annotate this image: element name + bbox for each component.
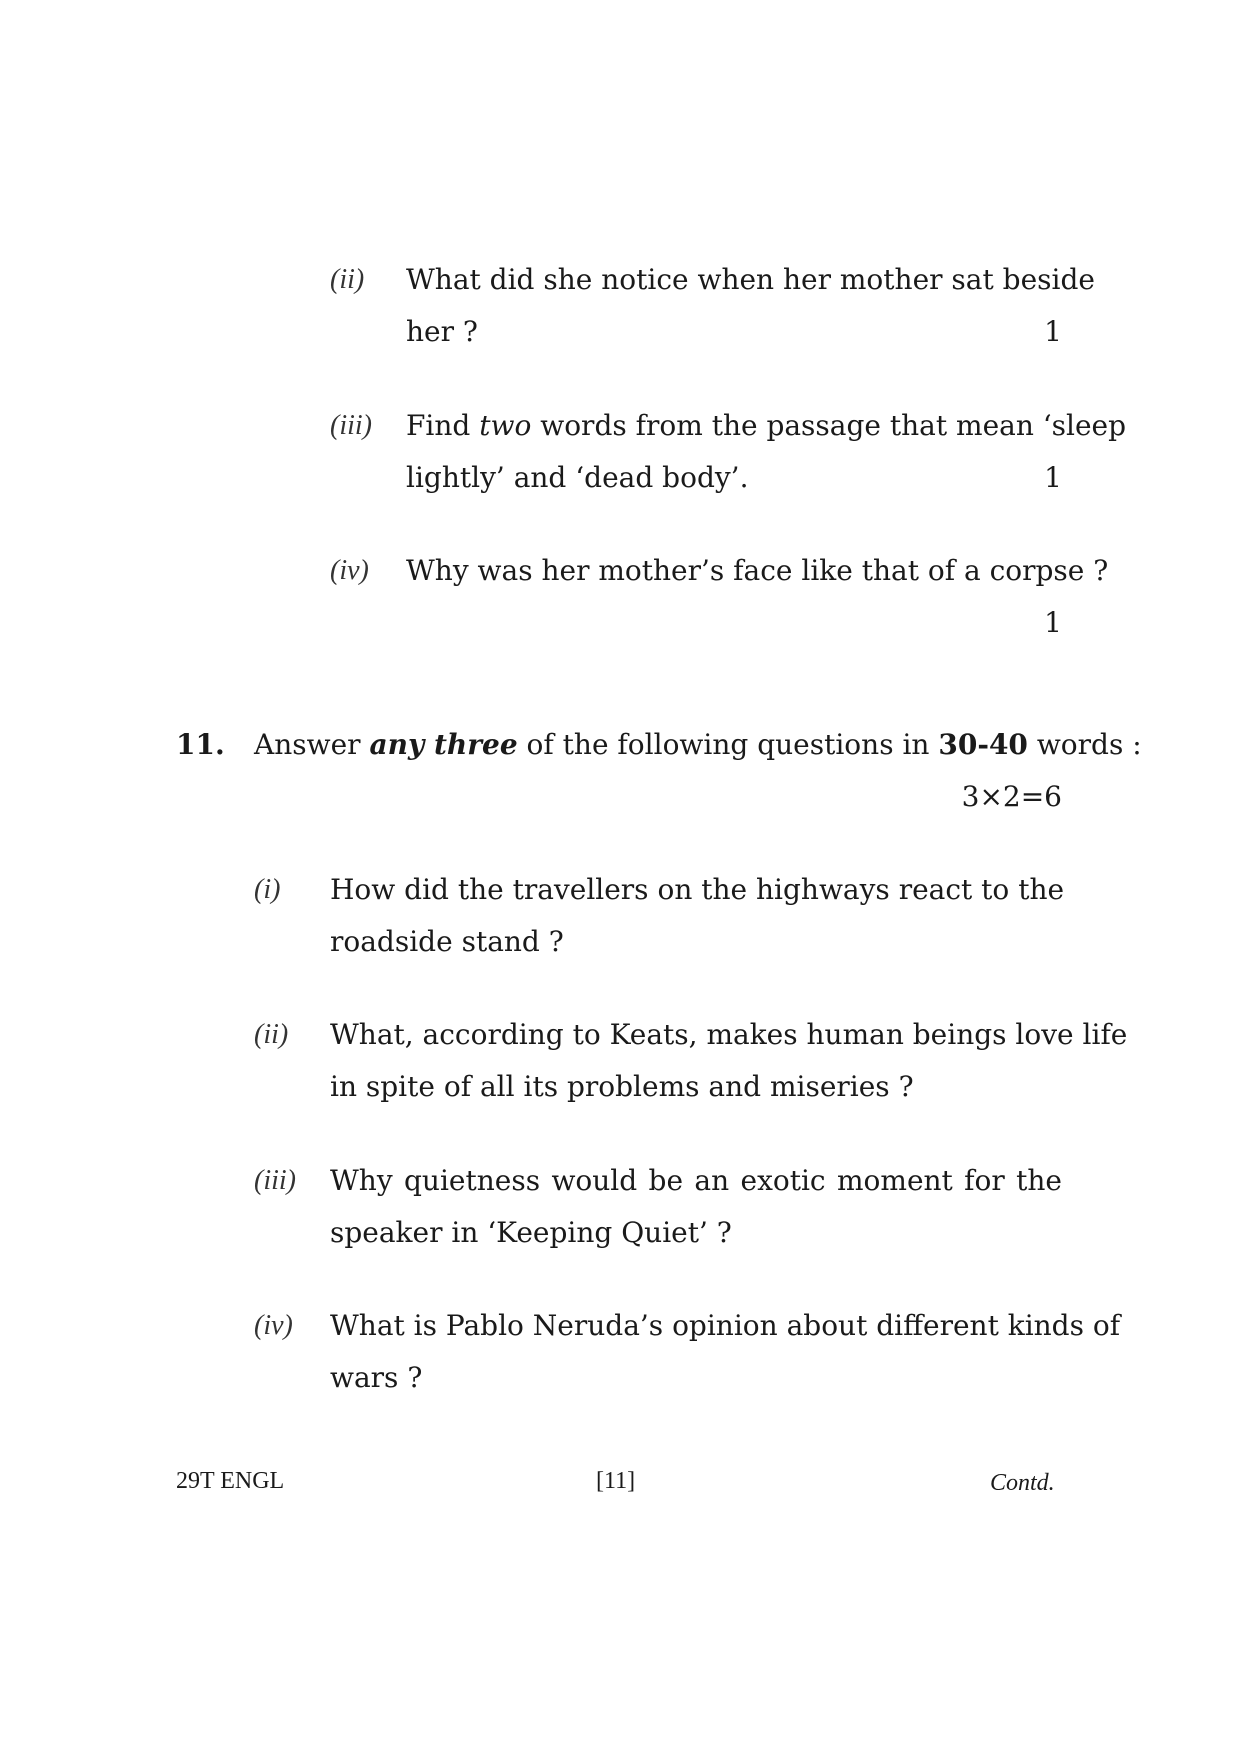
q11-instruction-line: Answer any three of the following questions in 30-40 words : [254,728,1142,761]
q10-part-iv-marks-row [406,606,1062,640]
q11-part-iii-line2: speaker in ‘Keeping Quiet’ ? [330,1216,732,1249]
q10-part-ii-line1: What did she notice when her mother sat beside [406,263,1095,296]
q11-part-iii-line1: Why quietness would be an exotic moment for the [330,1164,1062,1197]
q11-part-iv-line1: What is Pablo Neruda’s opinion about different kinds of [330,1309,1121,1342]
q11-part-iii-number: (iii) [254,1165,296,1196]
q11-part-ii-text [330,1018,1128,1052]
q10-part-ii-line2-row [406,315,1062,349]
q11-instruction [254,728,1142,762]
q11-part-i-line2: roadside stand ? [330,925,564,958]
footer-page-number: [11] [596,1468,636,1494]
q10-part-ii-line2: her ? [406,315,478,348]
footer-contd: Contd. [990,1470,1055,1496]
q11-part-iv-line2: wars ? [330,1361,423,1394]
q10-part-iii-text [406,409,1127,443]
q11-part-i-line1: How did the travellers on the highways react to the [330,873,1065,906]
q11-part-i-text [330,873,1065,907]
q11-marks: 3×2=6 [961,780,1062,813]
q10-part-iii-line1: Find two words from the passage that mean ‘sleep [406,409,1127,442]
q10-part-iii-number: (iii) [330,410,372,441]
q10-part-ii-text [406,263,1095,297]
q11-part-i-number: (i) [254,874,281,905]
q11-marks-row [254,780,1062,814]
q10-part-iii-line2-row [406,461,1062,495]
q10-part-iv-marks: 1 [1044,606,1062,639]
q11-part-iv-number: (iv) [254,1310,293,1341]
q10-part-iii-marks: 1 [1044,461,1062,494]
q11-number: 11. [176,728,225,761]
q10-part-iv-line1: Why was her mother’s face like that of a corpse ? [406,554,1109,587]
q11-part-ii-line2: in spite of all its problems and miseries ? [330,1070,914,1103]
q10-part-ii-marks: 1 [1044,315,1062,348]
q11-part-ii-line1: What, according to Keats, makes human beings love life [330,1018,1128,1051]
q10-part-iii-line2: lightly’ and ‘dead body’. [406,461,749,494]
q10-part-iv-text [406,554,1109,588]
q10-part-iv-number: (iv) [330,555,369,586]
q11-part-iv-text [330,1309,1121,1343]
q10-part-ii-number: (ii) [330,264,365,295]
footer-paper-code: 29T ENGL [176,1468,285,1494]
q11-part-ii-number: (ii) [254,1019,289,1050]
q11-part-iii-text [330,1164,1062,1198]
